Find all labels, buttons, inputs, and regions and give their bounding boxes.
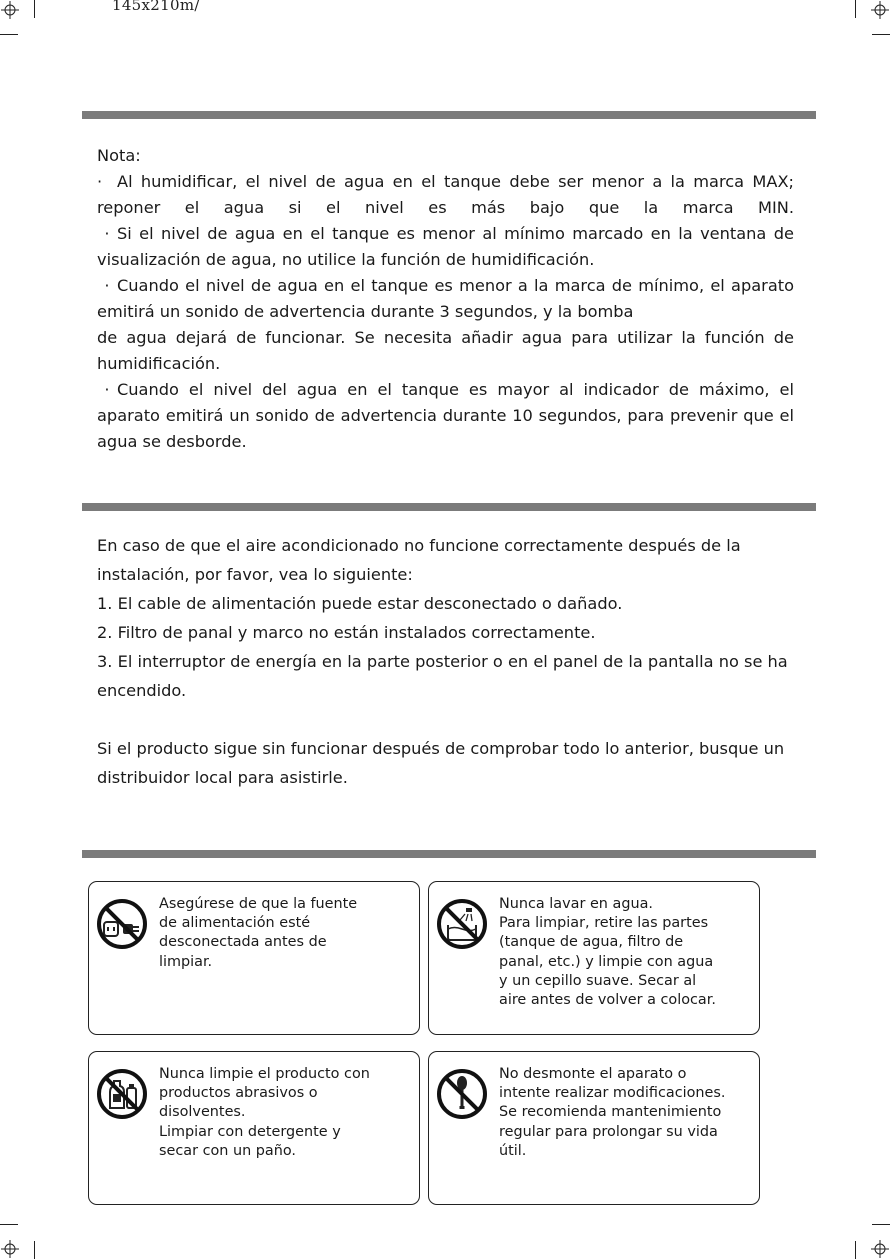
- note-item: · Cuando el nivel de agua en el tanque es menor a la marca de mínimo, el aparato emitirá un sonido de advertencia durante 3 segundos, y la bomba: [97, 273, 794, 325]
- registration-mark-icon: [871, 1240, 889, 1258]
- bullet: ·: [104, 380, 110, 399]
- card-text: Asegúrese de que la fuente de alimentación esté desconectada antes de limpiar.: [159, 896, 358, 970]
- cleaning-card: [428, 1051, 760, 1205]
- troubleshooting-intro: En caso de que el aire acondicionado no funcione correctamente después de la instalación, por favor, vea lo siguiente:: [97, 536, 741, 584]
- registration-mark-icon: [1, 1240, 19, 1258]
- section-divider-bar: [82, 503, 816, 511]
- bullet: ·: [97, 172, 103, 191]
- crop-line: [34, 1241, 35, 1259]
- troubleshooting-item: 3. El interruptor de energía en la parte posterior o en el panel de la pantalla no se ha encendido.: [97, 652, 788, 700]
- note-title: Nota:: [97, 146, 141, 165]
- troubleshooting-item: 1. El cable de alimentación puede estar desconectado o dañado.: [97, 594, 623, 613]
- bullet: ·: [104, 224, 110, 243]
- registration-mark-icon: [871, 1, 889, 19]
- crop-line: [855, 0, 856, 18]
- registration-mark-icon: [1, 1, 19, 19]
- crop-line: [34, 0, 35, 18]
- section-divider-bar: [82, 111, 816, 119]
- no-disassembly-icon: [436, 1068, 488, 1120]
- troubleshooting-section: [97, 531, 794, 792]
- cleaning-card: [88, 881, 420, 1035]
- crop-line: [872, 34, 890, 35]
- cleaning-card: [428, 881, 760, 1035]
- note-item: · Si el nivel de agua en el tanque es menor al mínimo marcado en la ventana de visualización de agua, no utilice la función de humidificación.: [97, 221, 794, 273]
- note-section: [97, 143, 794, 455]
- card-text: No desmonte el aparato o intente realizar modificaciones. Se recomienda mantenimiento regular para prolongar su vida útil.: [499, 1066, 726, 1159]
- troubleshooting-item: 2. Filtro de panal y marco no están instalados correctamente.: [97, 623, 596, 642]
- note-item: · Cuando el nivel del agua en el tanque es mayor al indicador de máximo, el aparato emitirá un sonido de advertencia durante 10 segundos, para prevenir que el agua se desborde.: [97, 377, 794, 455]
- bullet: ·: [104, 276, 110, 295]
- section-divider-bar: [82, 850, 816, 858]
- card-text: Nunca limpie el producto con productos abrasivos o disolventes. Limpiar con detergente y secar con un paño.: [159, 1066, 370, 1159]
- cleaning-card: [88, 1051, 420, 1205]
- note-item-continuation: de agua dejará de funcionar. Se necesita añadir agua para utilizar la función de humidificación.: [97, 328, 794, 373]
- crop-line: [855, 1241, 856, 1259]
- no-water-wash-icon: [436, 898, 488, 950]
- troubleshooting-closing: Si el producto sigue sin funcionar después de comprobar todo lo anterior, busque un distribuidor local para asistirle.: [97, 739, 785, 787]
- crop-line: [0, 34, 18, 35]
- card-text: Nunca lavar en agua. Para limpiar, retire las partes (tanque de agua, filtro de panal, etc.) y limpie con agua y un cepillo suave. Secar al aire antes de volver a colocar.: [499, 896, 716, 1009]
- page-size-label: 145x210m/: [112, 0, 200, 14]
- crop-line: [872, 1224, 890, 1225]
- crop-line: [0, 1224, 18, 1225]
- no-abrasive-cleaner-icon: [96, 1068, 148, 1120]
- note-item: · Al humidificar, el nivel de agua en el tanque debe ser menor a la marca MAX; reponer el agua si el nivel es más bajo que la marca MIN.: [97, 169, 794, 221]
- unplugged-prohibited-icon: [96, 898, 148, 950]
